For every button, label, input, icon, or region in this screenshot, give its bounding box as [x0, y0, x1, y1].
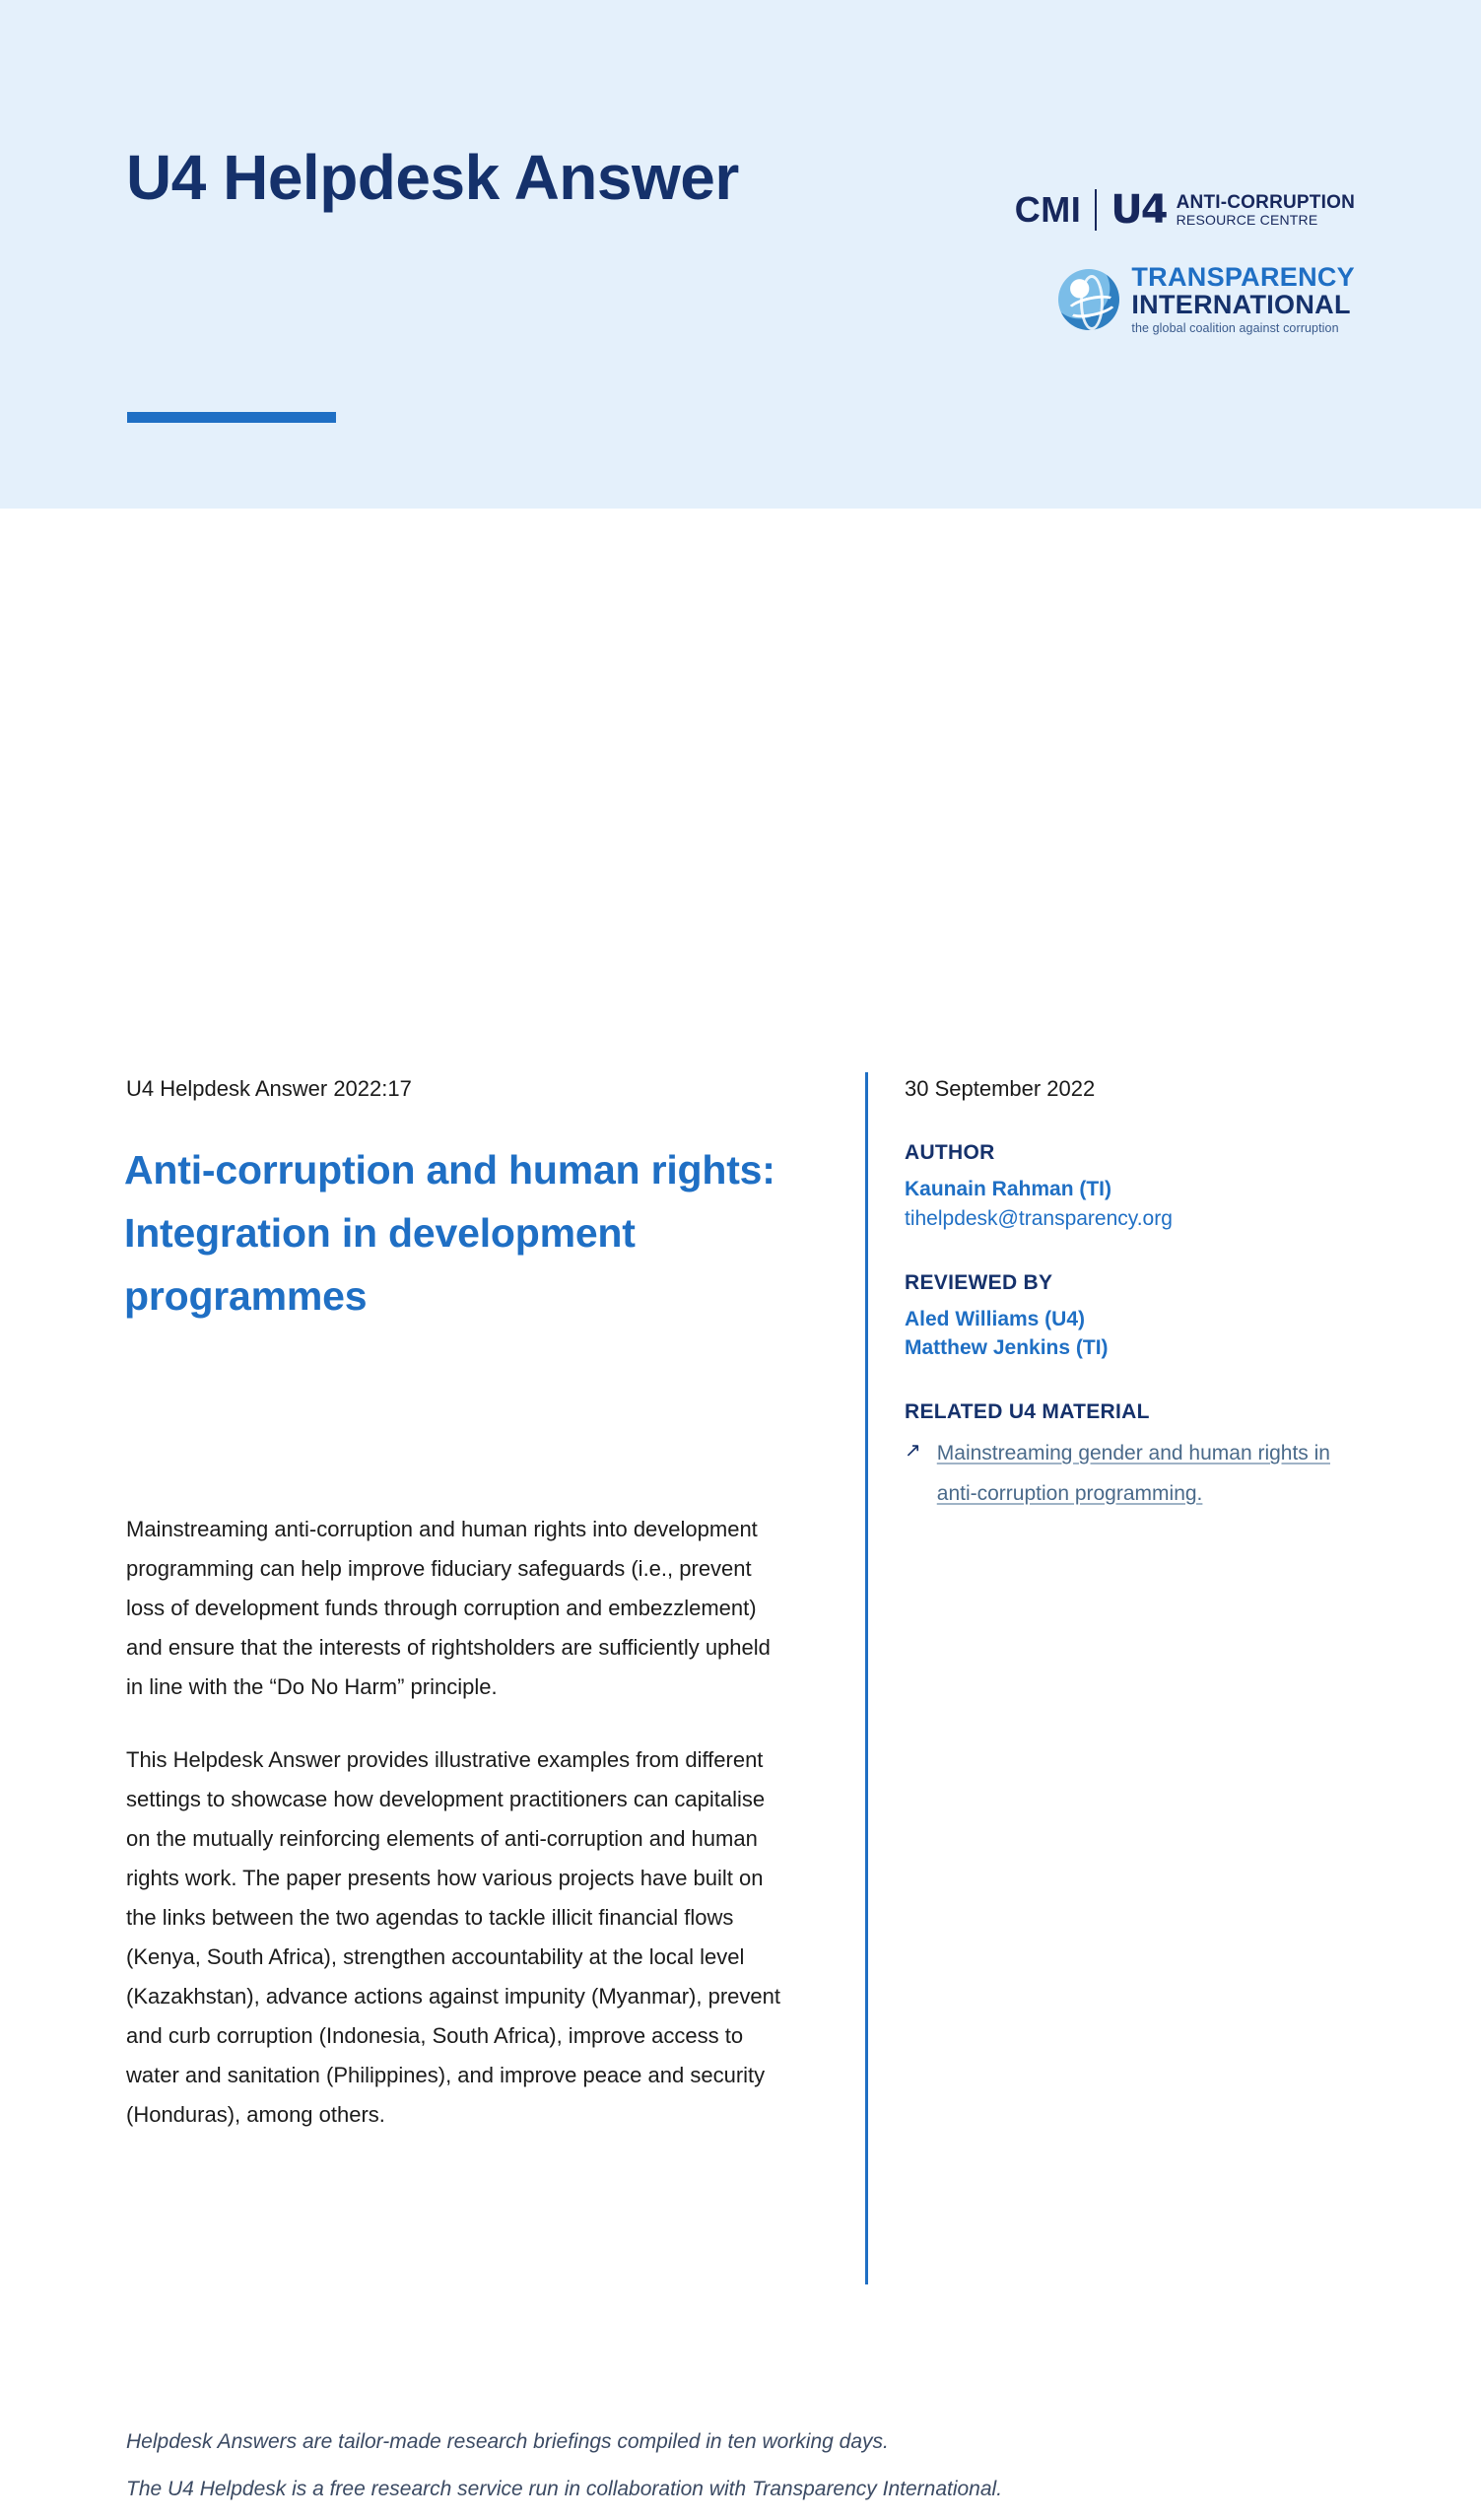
author-label: AUTHOR	[905, 1141, 995, 1164]
u4-logo-line2: RESOURCE CENTRE	[1176, 211, 1318, 228]
footer	[126, 2426, 1210, 2520]
ti-logo-line1: TRANSPARENCY	[1131, 262, 1355, 292]
u4-logo-text	[1177, 193, 1355, 228]
author-name: Kaunain Rahman (TI)	[905, 1178, 1112, 1200]
related-material-block	[905, 1400, 1368, 1514]
logo-divider	[1095, 189, 1097, 231]
reviewer-name: Aled Williams (U4)	[905, 1307, 1086, 1330]
footer-line: The U4 Helpdesk is a free research service run in collaboration with Transparency International.	[126, 2477, 1003, 2500]
ti-logo-tagline: the global coalition against corruption	[1131, 321, 1339, 336]
cmi-wordmark: CMI	[1014, 189, 1082, 230]
abstract-paragraph: This Helpdesk Answer provides illustrative examples from different settings to showcase how development practitioners can capitalise on the mutually reinforcing elements of anti-corruption and human rights work. The paper presents how various projects have built on the links between the two agendas to tackle illicit financial flows (Kenya, South Africa), strengthen accountability at the local level (Kazakhstan), advance actions against impunity (Myanmar), prevent and curb corruption (Indonesia, South Africa), improve access to water and sanitation (Philippines), and improve peace and security (Honduras), among others.	[126, 1747, 780, 2128]
author-block	[905, 1141, 1368, 1234]
column-divider	[865, 1072, 868, 2284]
reviewer-name: Matthew Jenkins (TI)	[905, 1336, 1109, 1360]
metadata-column	[905, 1076, 1368, 1551]
cmi-u4-logo	[1015, 185, 1355, 235]
transparency-international-logo	[1058, 264, 1355, 335]
abstract	[126, 1510, 788, 2168]
reviewers-block	[905, 1271, 1368, 1364]
arrow-up-right-icon: ↗	[905, 1440, 921, 1463]
globe-icon	[1058, 269, 1119, 330]
publication-date: 30 September 2022	[905, 1076, 1096, 1101]
header-band	[0, 0, 1481, 509]
related-material-link[interactable]: Mainstreaming gender and human rights in anti-corruption programming.	[936, 1442, 1330, 1505]
document-title: Anti-corruption and human rights: Integration in development programmes	[124, 1147, 775, 1319]
related-material-label: RELATED U4 MATERIAL	[905, 1400, 1150, 1424]
page-title: U4 Helpdesk Answer	[126, 142, 739, 213]
list-item[interactable]	[905, 1434, 1368, 1514]
author-email[interactable]: tihelpdesk@transparency.org	[905, 1206, 1173, 1230]
document-reference: U4 Helpdesk Answer 2022:17	[126, 1076, 412, 1101]
u4-logo-line1: ANTI-CORRUPTION	[1176, 191, 1355, 213]
abstract-paragraph: Mainstreaming anti-corruption and human rights into development programming can help improve fiduciary safeguards (i.e., prevent loss of development funds through corruption and embezzlement) and ensure that the interests of rightsholders are sufficiently upheld in line with the “Do No Harm” principle.	[126, 1517, 771, 1700]
reviewed-by-label: REVIEWED BY	[905, 1270, 1053, 1294]
footer-line: Helpdesk Answers are tailor-made research briefings compiled in ten working days.	[126, 2430, 889, 2453]
u4-mark-icon: U4	[1111, 187, 1167, 233]
ti-logo-line2: INTERNATIONAL	[1131, 289, 1351, 319]
ti-logo-text	[1131, 264, 1355, 335]
title-underline-rule	[127, 412, 336, 423]
